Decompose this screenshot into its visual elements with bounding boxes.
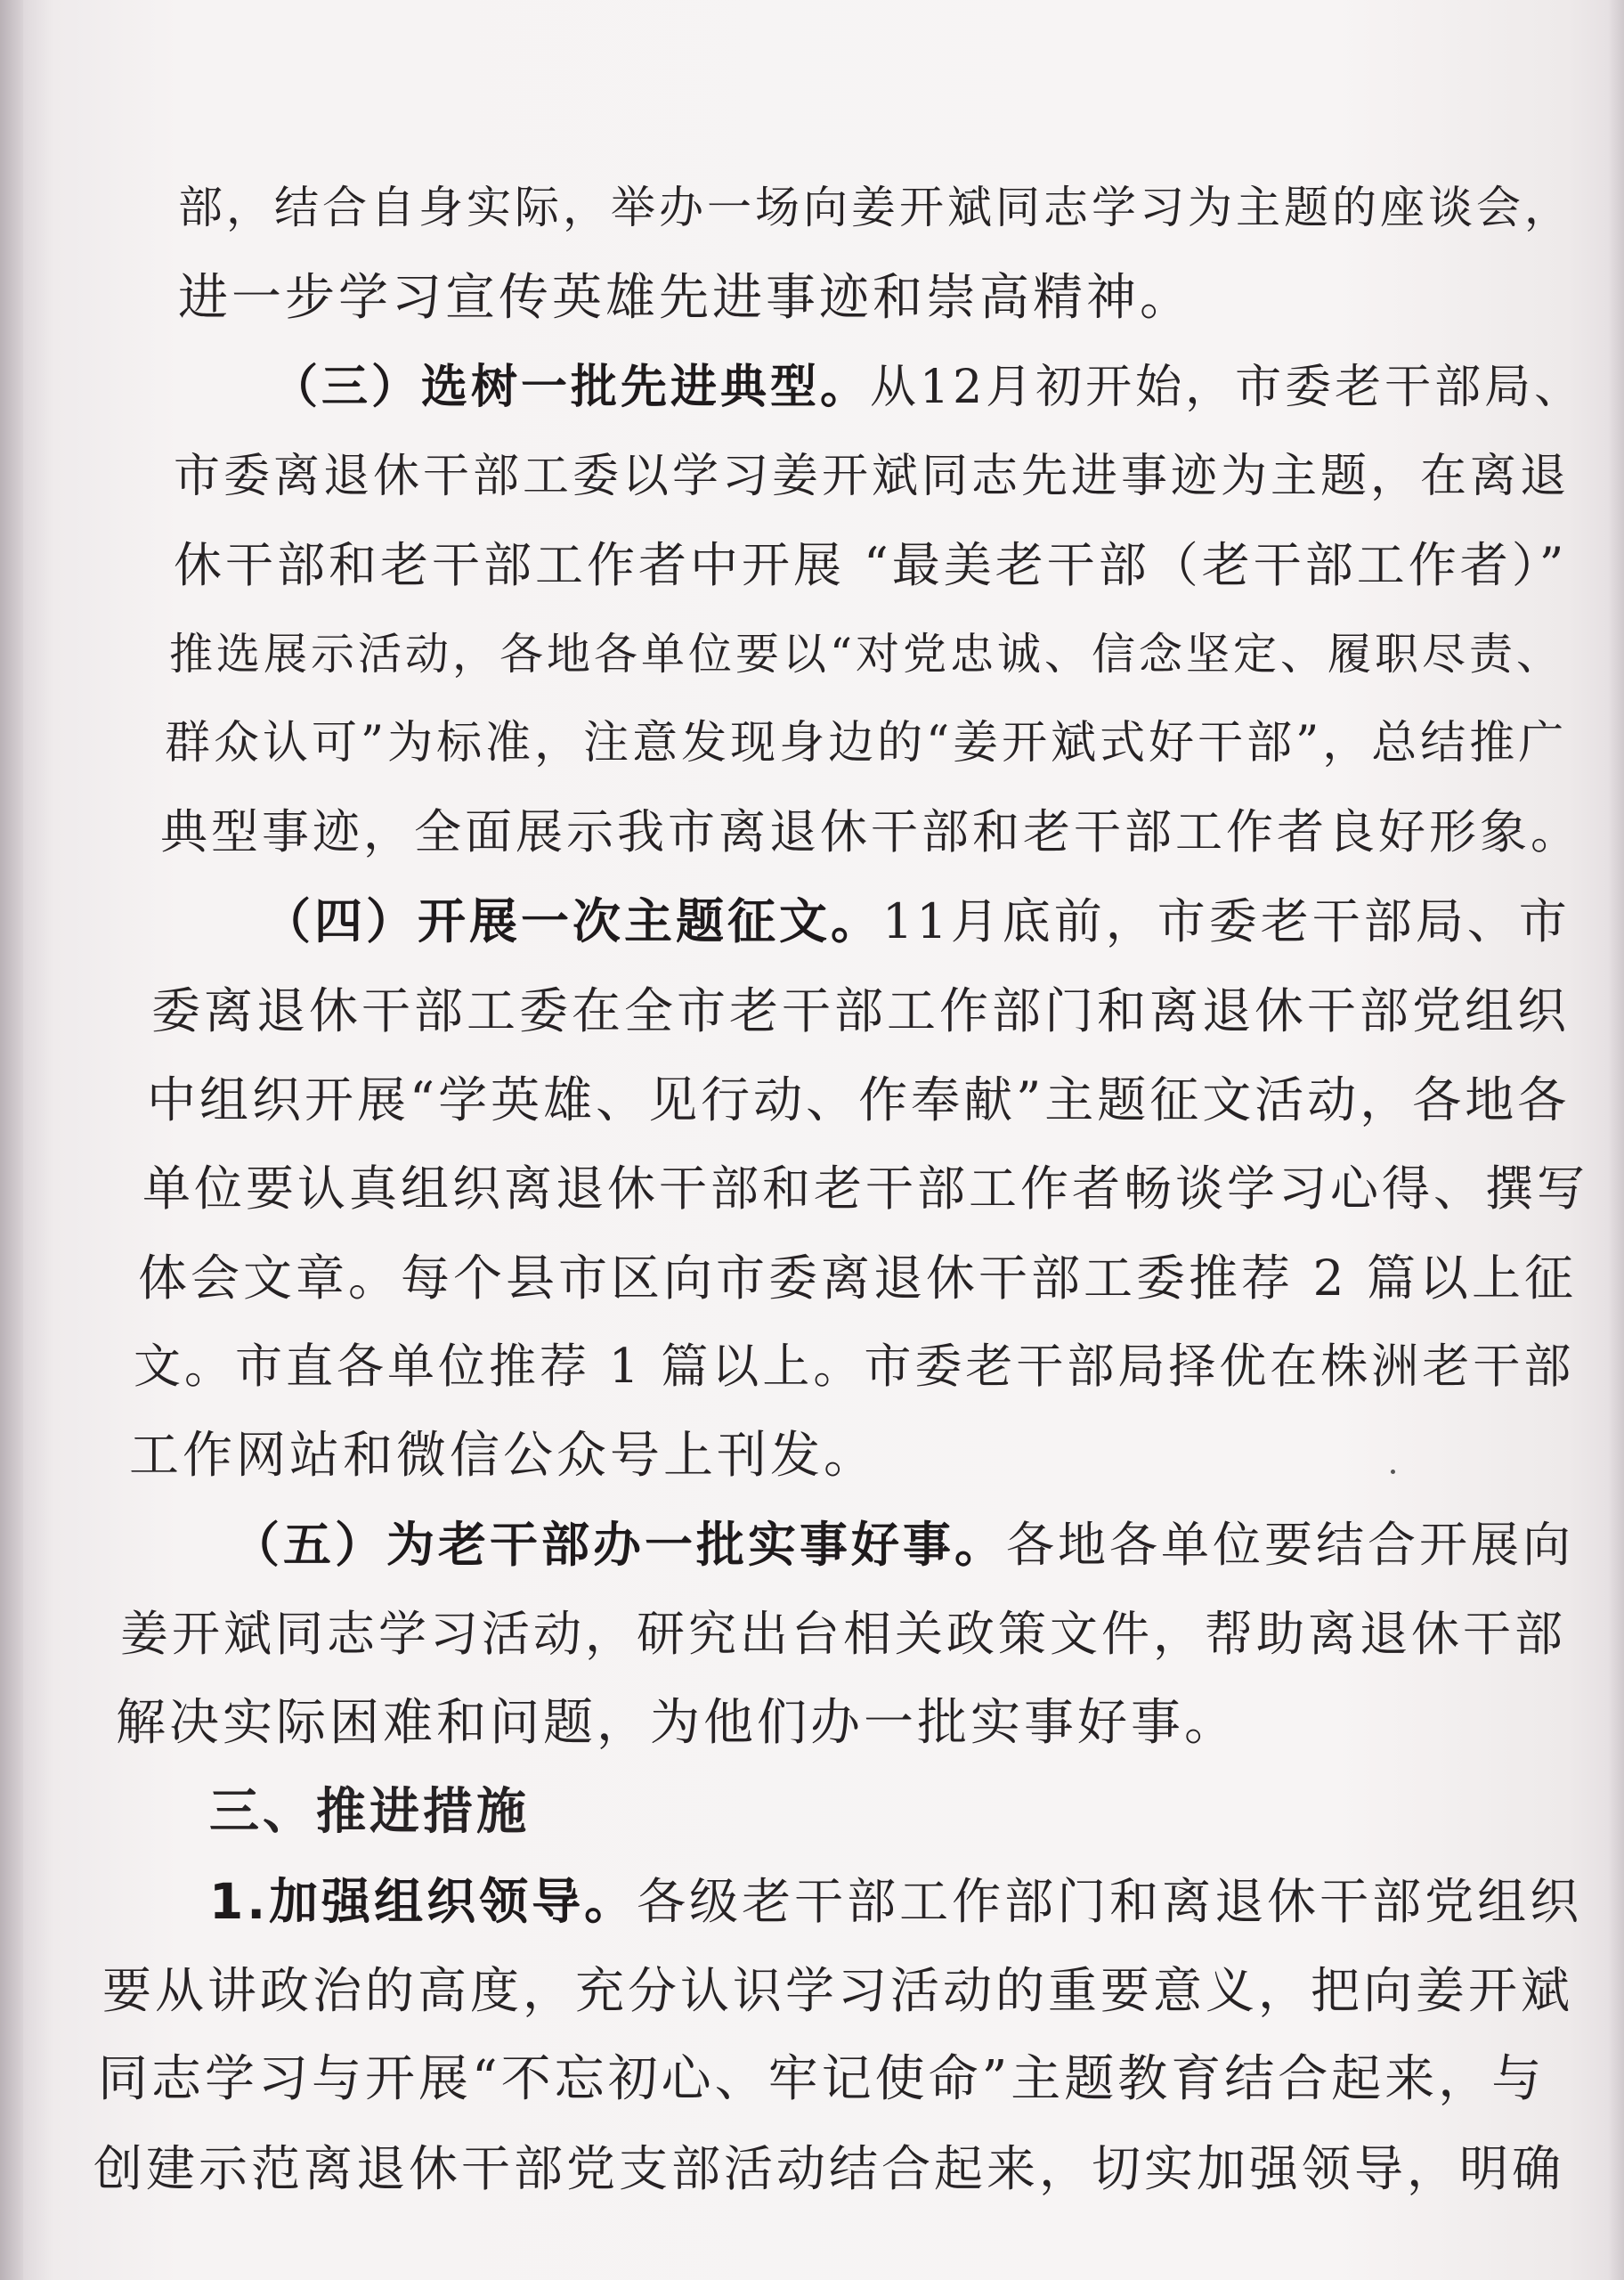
item-5-text: 各地各单位要结合开展向 [1006,1517,1574,1573]
item-4-paragraph [263,891,1571,953]
text-line: 要从讲政治的高度，充分认识学习活动的重要意义，把向姜开斌 [102,1962,1574,2019]
text-line: 姜开斌同志学习活动，研究出台相关政策文件，帮助离退休干部 [120,1606,1566,1662]
text-line: 同志学习与开展“不忘初心、牢记使命”主题教育结合起来，与 [98,2050,1546,2108]
text-line: 群众认可”为标准，注意发现身边的“姜开斌式好干部”，总结推广 [165,717,1568,770]
item-5-paragraph [231,1514,1574,1576]
text-line: 部，结合自身实际，举办一场向姜开斌同志学习为主题的座谈会， [178,182,1572,233]
item-5-title: （五）为老干部办一批实事好事。 [231,1517,1006,1573]
text-line: 委离退休干部工委在全市老干部工作部门和离退休干部党组织 [151,982,1571,1039]
measure-1-text: 各级老干部工作部门和离退休干部党组织 [637,1873,1583,1930]
item-4-text: 11月底前，市委老干部局、市 [882,893,1571,949]
item-4-title: （四）开展一次主题征文。 [263,893,882,949]
text-line: 单位要认真组织离退休干部和老干部工作者畅谈学习心得、撰写 [142,1160,1588,1217]
measure-1-title: 1.加强组织领导。 [209,1873,637,1930]
text-line: 体会文章。每个县市区向市委离退休干部工委推荐 2 篇以上征 [138,1250,1577,1307]
text-line: 进一步学习宣传英雄先进事迹和崇高精神。 [178,269,1193,327]
scan-speck [1391,1470,1395,1474]
text-line: 文。市直各单位推荐 1 篇以上。市委老干部局择优在株洲老干部 [134,1340,1575,1394]
section-heading: 三、推进措施 [209,1783,530,1841]
item-3-text: 从12月初开始，市委老干部局、 [870,361,1585,414]
text-line: 创建示范离退休干部党支部活动结合起来，切实加强领导，明确 [93,2140,1565,2197]
text-line: 解决实际困难和问题，为他们办一批实事好事。 [116,1694,1238,1752]
item-3-paragraph [272,356,1584,419]
page-edge-shadow-right [1608,0,1624,2280]
text-line: 推选展示活动，各地各单位要以“对党忠诚、信念坚定、履职尽责、 [169,629,1564,680]
text-line: 中组织开展“学英雄、见行动、作奉献”主题征文活动，各地各 [147,1071,1571,1128]
item-3-title: （三）选树一批先进典型。 [272,361,871,414]
text-line: 典型事迹，全面展示我市离退休干部和老干部工作者良好形象。 [160,805,1581,859]
measure-1-paragraph [209,1870,1582,1933]
text-line: 工作网站和微信公众号上刊发。 [129,1427,877,1485]
text-line: 休干部和老干部工作者中开展 “最美老干部（老干部工作者）” [174,537,1568,593]
page-edge-shadow [0,0,23,2280]
text-line: 市委离退休干部工委以学习姜开斌同志先进事迹为主题，在离退 [174,450,1571,503]
